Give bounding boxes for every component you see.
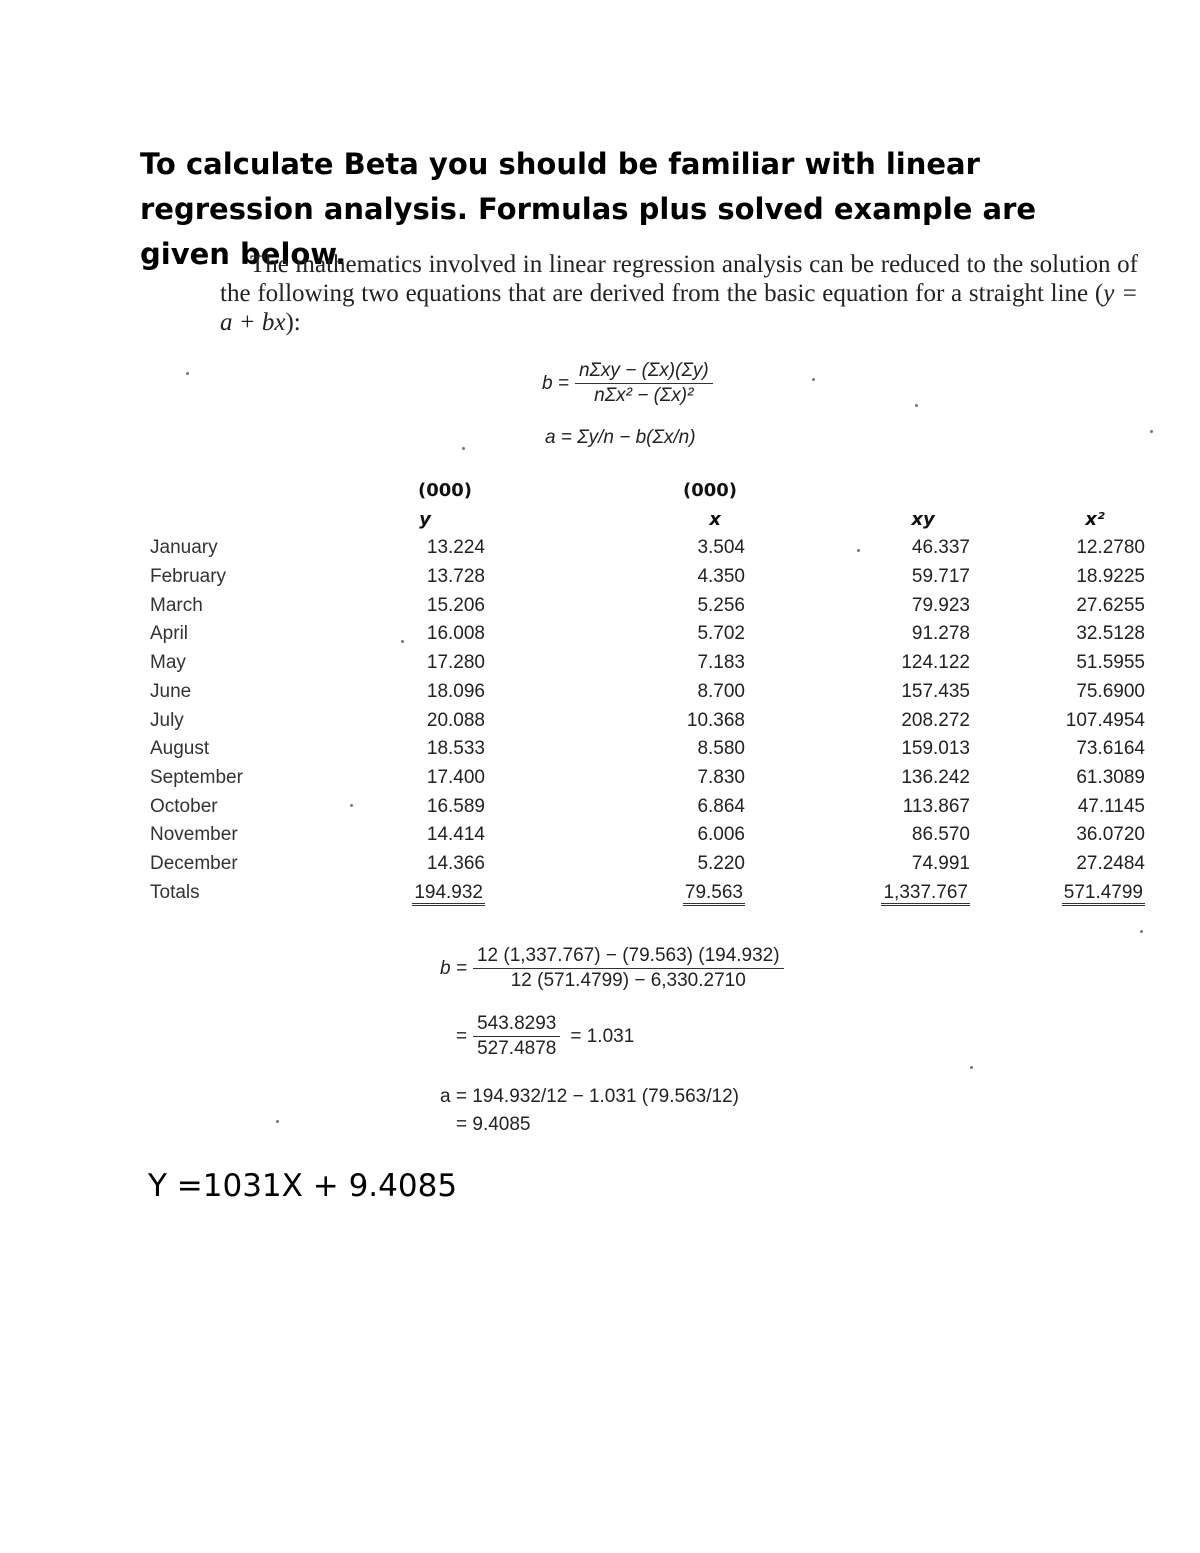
scan-speck xyxy=(812,378,815,381)
y-value: 14.366 xyxy=(426,853,485,874)
b-step xyxy=(456,1013,634,1060)
x2-value: 61.3089 xyxy=(1076,767,1145,788)
x2-total-value: 571.4799 xyxy=(1062,882,1145,906)
b-formula xyxy=(542,360,713,407)
b-solution-label: b = xyxy=(440,957,467,979)
b-solution-numerator: 12 (1,337.767) − (79.563) (194.932) xyxy=(473,945,784,969)
scan-speck xyxy=(915,404,918,407)
scan-speck xyxy=(462,447,465,450)
y-value: 18.096 xyxy=(426,681,485,702)
b-solution-fraction xyxy=(473,945,784,992)
y-value: 13.224 xyxy=(426,537,485,558)
y-value: 20.088 xyxy=(426,710,485,731)
b-formula-fraction xyxy=(575,360,713,407)
month-label: December xyxy=(150,853,238,874)
x2-value: 107.4954 xyxy=(1065,710,1145,731)
xy-value: 46.337 xyxy=(911,537,970,558)
header-xy: xy xyxy=(911,509,935,530)
units-y: (000) xyxy=(417,480,473,501)
month-label: March xyxy=(150,595,203,616)
final-equation: Y =1031X + 9.4085 xyxy=(148,1168,458,1204)
month-label: July xyxy=(150,710,184,731)
x2-value: 47.1145 xyxy=(1077,796,1145,817)
x2-value: 12.2780 xyxy=(1076,537,1145,558)
scan-speck xyxy=(970,1066,973,1069)
header-x2: x² xyxy=(1085,509,1105,530)
month-label: October xyxy=(150,796,218,817)
b-step-numerator: 543.8293 xyxy=(473,1013,560,1037)
intro-equation: y = a + bx xyxy=(220,280,1138,336)
month-label: November xyxy=(150,824,238,845)
b-formula-label: b = xyxy=(542,372,569,394)
y-value: 17.280 xyxy=(426,652,485,673)
x2-value: 27.2484 xyxy=(1076,853,1145,874)
b-step-denominator: 527.4878 xyxy=(477,1038,557,1059)
y-value: 15.206 xyxy=(426,595,485,616)
xy-value: 91.278 xyxy=(911,623,970,644)
b-formula-numerator: nΣxy − (Σx)(Σy) xyxy=(575,360,713,384)
scan-speck xyxy=(1150,430,1153,433)
b-solution-denominator: 12 (571.4799) − 6,330.2710 xyxy=(510,970,746,991)
x2-value: 27.6255 xyxy=(1076,595,1145,616)
x2-value: 75.6900 xyxy=(1076,681,1145,702)
x-value: 6.864 xyxy=(697,796,745,817)
x-value: 7.830 xyxy=(697,767,745,788)
x-value: 3.504 xyxy=(697,537,745,558)
y-value: 14.414 xyxy=(426,824,485,845)
scan-speck xyxy=(401,640,404,643)
xy-value: 157.435 xyxy=(901,681,970,702)
xy-value: 208.272 xyxy=(901,710,970,731)
b-step-fraction xyxy=(473,1013,560,1060)
b-step-result: = 1.031 xyxy=(570,1025,635,1047)
a-solution-line1: a = 194.932/12 − 1.031 (79.563/12) xyxy=(440,1086,739,1107)
units-x: (000) xyxy=(682,480,738,501)
month-label: August xyxy=(150,738,210,759)
scan-speck xyxy=(1140,930,1143,933)
b-formula-denominator: nΣx² − (Σx)² xyxy=(594,385,694,406)
x2-value: 18.9225 xyxy=(1076,566,1145,587)
xy-value: 113.867 xyxy=(902,796,970,817)
y-total-value: 194.932 xyxy=(412,882,485,906)
scan-speck xyxy=(276,1120,279,1123)
y-value: 18.533 xyxy=(426,738,485,759)
intro-tail: ): xyxy=(285,309,301,336)
xy-value: 124.122 xyxy=(901,652,970,673)
month-label: June xyxy=(150,681,192,702)
xy-value: 79.923 xyxy=(911,595,970,616)
intro-text: The mathematics involved in linear regression analysis can be reduced to the solution of the following two equations that are derived from the basic equation for a straight line ( xyxy=(220,251,1138,307)
xy-value: 159.013 xyxy=(901,738,970,759)
x2-value: 51.5955 xyxy=(1076,652,1145,673)
b-solution xyxy=(440,945,784,992)
y-value: 13.728 xyxy=(426,566,485,587)
header-y: y xyxy=(419,509,431,530)
xy-value: 86.570 xyxy=(911,824,970,845)
x2-value: 32.5128 xyxy=(1076,623,1145,644)
y-value: 16.008 xyxy=(426,623,485,644)
x-total xyxy=(650,882,745,904)
x-value: 5.256 xyxy=(697,595,745,616)
month-label: April xyxy=(150,623,189,644)
xy-value: 74.991 xyxy=(911,853,970,874)
xy-value: 59.717 xyxy=(911,566,970,587)
month-label: May xyxy=(150,652,186,673)
x2-total xyxy=(1020,882,1145,904)
month-label: February xyxy=(150,566,227,587)
scan-speck xyxy=(350,804,353,807)
y-value: 16.589 xyxy=(426,796,485,817)
x-value: 5.220 xyxy=(697,853,745,874)
x-value: 5.702 xyxy=(697,623,745,644)
x-value: 10.368 xyxy=(686,710,745,731)
x2-value: 36.0720 xyxy=(1076,824,1145,845)
totals-label: Totals xyxy=(150,882,200,903)
xy-total xyxy=(850,882,970,904)
scan-speck xyxy=(186,372,189,375)
x2-value: 73.6164 xyxy=(1076,738,1145,759)
a-formula: a = Σy/n − b(Σx/n) xyxy=(545,427,696,448)
xy-value: 136.242 xyxy=(901,767,970,788)
xy-total-value: 1,337.767 xyxy=(881,882,970,906)
x-value: 6.006 xyxy=(697,824,745,845)
a-solution-line2: = 9.4085 xyxy=(456,1114,531,1135)
month-label: September xyxy=(150,767,243,788)
x-value: 7.183 xyxy=(697,652,745,673)
x-value: 8.580 xyxy=(697,738,745,759)
scan-speck xyxy=(857,549,860,552)
page-heading: To calculate Beta you should be familiar with linear regression analysis. Formulas plus solved example are given below. xyxy=(140,147,1037,271)
header-x: x xyxy=(709,509,721,530)
b-step-equals: = xyxy=(456,1025,468,1047)
x-value: 8.700 xyxy=(697,681,745,702)
x-total-value: 79.563 xyxy=(683,882,745,906)
y-value: 17.400 xyxy=(426,767,485,788)
x-value: 4.350 xyxy=(697,566,745,587)
y-total xyxy=(390,882,485,904)
month-label: January xyxy=(150,537,218,558)
intro-paragraph xyxy=(220,250,1138,337)
